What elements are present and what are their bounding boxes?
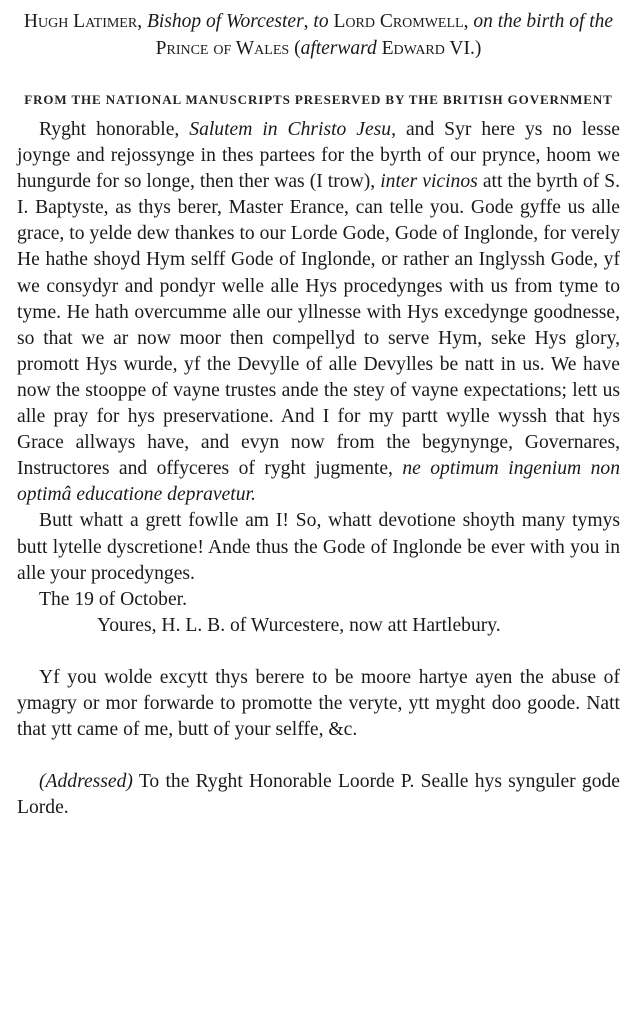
letter-address [17,769,620,821]
letter-paragraph-1 [17,117,620,508]
p1-salutem: Salutem in Christo Jesu, [189,119,396,140]
p1-opening: Ryght honorable, [39,119,190,140]
heading-on-birth: on the birth of the [473,11,614,32]
heading-to: to [313,11,329,32]
heading-afterward: afterward [300,38,377,59]
addressed-label: (Addressed) [39,771,133,793]
heading-prince: Prince of Wales [155,38,290,59]
p1-body-b: att the byrth of S. I. Baptyste, as thys berer, Master Erance, can telle you. Gode gyffe us alle grace, to yelde dew thankes to our Lorde Gode, Gode of Inglonde, for verely He hathe shoyd Hym selff Gode of Inglonde, or rather an Inglyssh Gode, yf we consydyr and pondyr welle alle Hys procedynges with us from tyme to tyme. He hath overcumme alle our yllnesse with Hys excedynge goodnesse, so that we ar now moor then compellyd to serve Hym, seke Hys glory, promott Hys wurde, yf the Devylle of alle Devylles be natt in us. We have now the stooppe of vayne trustes ande the stey of vayne expectations; lett us alle pray for hys preservatione. And I for my partt wylle wyssh that hys Grace allways have, and evyn now from the begynynge, Governares, Instructores and offyceres of ryght jugmente, [17,171,621,480]
letter-postscript: Yf you wolde excytt thys berere to be moore hartye ayen the abuse of ymagry or mor forwarde to promotte the veryte, ytt myght doo goode. Natt that ytt came of me, butt of your selffe, &c. [17,666,620,741]
letter-signature: Youres, H. L. B. of Wurcestere, now att Hartlebury. [97,614,501,636]
source-subheading: FROM THE NATIONAL MANUSCRIPTS PRESERVED BY THE BRITISH GOVERNMENT [24,92,613,107]
letter-heading: Hugh Latimer, Bishop of Worcester, to Lord Cromwell, on the birth of the Prince of Wales (afterward Edward VI.) [23,11,614,59]
heading-edward: Edward VI. [381,38,475,59]
p1-latin-quote: ne optimum ingenium non optimâ educatione depravetur. [17,458,620,506]
spacer [17,743,620,769]
heading-author: Hugh Latimer [23,11,138,32]
letter-paragraph-2: Butt whatt a grett fowlle am I! So, whatt devotione shoyth many tymys butt lytelle dyscretione! Ande thus the Gode of Inglonde be ever with you in alle your procedynges. [17,510,620,584]
spacer [17,639,620,665]
p1-inter-vicinos: inter vicinos [380,171,478,193]
heading-author-role: Bishop of Worcester [146,11,304,32]
letter-date: The 19 of October. [39,588,187,610]
p1-body-a: and Syr here ys no lesse joynge and rejossynge in thes partees for the byrth of our prynce, hoom we hungurde for so longe, then ther was (I trow), [17,119,621,193]
address-text: To the Ryght Honorable Loorde P. Sealle hys synguler gode Lorde. [17,771,620,819]
heading-recipient: Lord Cromwell [333,11,464,32]
